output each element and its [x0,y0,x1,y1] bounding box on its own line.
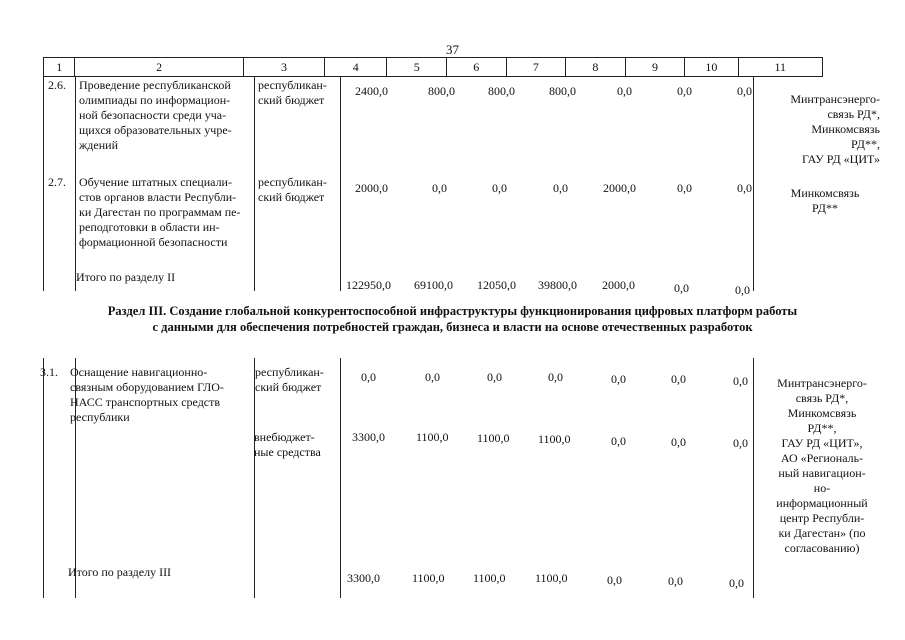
value-cell: 0,0 [553,181,568,195]
col-header-11: 11 [738,58,822,77]
column-divider [340,358,341,598]
executor-cell: Минкомсвязь РД** [790,186,860,215]
page-number: 37 [446,42,459,57]
value-cell: 0,0 [677,84,692,98]
value-cell: 2400,0 [355,84,388,98]
funding-source: республикан- ский бюджет [255,365,324,394]
col-header-8: 8 [566,58,626,77]
row-description: Обучение штатных специали- стов органов власти Республи- ки Дагестан по программам пе- реподготовки в области ин- формационной безопасности [79,175,241,249]
value-cell: 0,0 [361,370,376,384]
value-cell: 3300,0 [352,430,385,444]
value-cell: 122950,0 [346,278,391,292]
col-header-4: 4 [325,58,387,77]
row-description: Оснащение навигационно- связным оборудованием ГЛО- НАСС транспортных средств республики [70,365,224,424]
value-cell: 2000,0 [602,278,635,292]
col-header-2: 2 [75,58,243,77]
executor-cell: Минтрансэнерго- связь РД*, Минкомсвязь РД**, ГАУ РД «ЦИТ» [790,92,880,166]
value-cell: 0,0 [607,573,622,587]
row-description: Проведение республиканской олимпиады по информацион- ной безопасности среди уча- щихся образовательных учре- ждений [79,78,232,152]
col-header-10: 10 [685,58,738,77]
value-cell: 0,0 [733,436,748,450]
col-header-5: 5 [387,58,447,77]
value-cell: 0,0 [548,370,563,384]
column-divider [753,358,754,598]
value-cell: 0,0 [432,181,447,195]
value-cell: 12050,0 [477,278,516,292]
funding-source: республикан- ский бюджет [258,175,327,204]
value-cell: 1100,0 [535,571,568,585]
value-cell: 0,0 [617,84,632,98]
value-cell: 0,0 [674,281,689,295]
value-cell: 800,0 [488,84,515,98]
value-cell: 0,0 [737,181,752,195]
value-cell: 1100,0 [416,430,449,444]
value-cell: 69100,0 [414,278,453,292]
col-header-7: 7 [506,58,566,77]
column-divider [254,76,255,291]
value-cell: 0,0 [425,370,440,384]
value-cell: 0,0 [487,370,502,384]
value-cell: 0,0 [677,181,692,195]
value-cell: 1100,0 [412,571,445,585]
value-cell: 0,0 [735,283,750,297]
value-cell: 0,0 [611,372,626,386]
value-cell: 0,0 [733,374,748,388]
value-cell: 0,0 [671,435,686,449]
col-header-1: 1 [44,58,75,77]
col-header-9: 9 [625,58,685,77]
value-cell: 1100,0 [473,571,506,585]
value-cell: 3300,0 [347,571,380,585]
total-label: Итого по разделу II [76,270,176,284]
column-divider [340,76,341,291]
total-label: Итого по разделу III [68,565,172,579]
value-cell: 0,0 [611,434,626,448]
funding-source: внебюджет- ные средства [254,430,321,459]
executor-cell: Минтрансэнерго- связь РД*, Минкомсвязь РД**, ГАУ РД «ЦИТ», АО «Региональ- ный навигацион- но- информационный центр Республи- ки Дагестан» (по согласованию) [776,376,868,555]
col-header-3: 3 [243,58,324,77]
value-cell: 0,0 [492,181,507,195]
value-cell: 39800,0 [538,278,577,292]
value-cell: 800,0 [549,84,576,98]
value-cell: 800,0 [428,84,455,98]
row-number: 2.6. [48,78,66,92]
value-cell: 2000,0 [355,181,388,195]
col-header-6: 6 [446,58,506,77]
value-cell: 0,0 [671,372,686,386]
section-title: Раздел III. Создание глобальной конкурентоспособной инфраструктуры функционирования цифровых платформ работы с данными для обеспечения потребностей граждан, бизнеса и власти на основе отечественных разработок [107,304,798,334]
column-header-row [43,57,823,77]
value-cell: 1100,0 [538,432,571,446]
column-divider [43,358,44,598]
value-cell: 0,0 [668,574,683,588]
column-divider [43,76,44,291]
value-cell: 0,0 [729,576,744,590]
value-cell: 2000,0 [603,181,636,195]
funding-source: республикан- ский бюджет [258,78,327,107]
row-number: 2.7. [48,175,66,189]
row-number: 3.1. [40,365,58,379]
value-cell: 0,0 [737,84,752,98]
column-divider [753,76,754,291]
column-divider [75,76,76,291]
value-cell: 1100,0 [477,431,510,445]
